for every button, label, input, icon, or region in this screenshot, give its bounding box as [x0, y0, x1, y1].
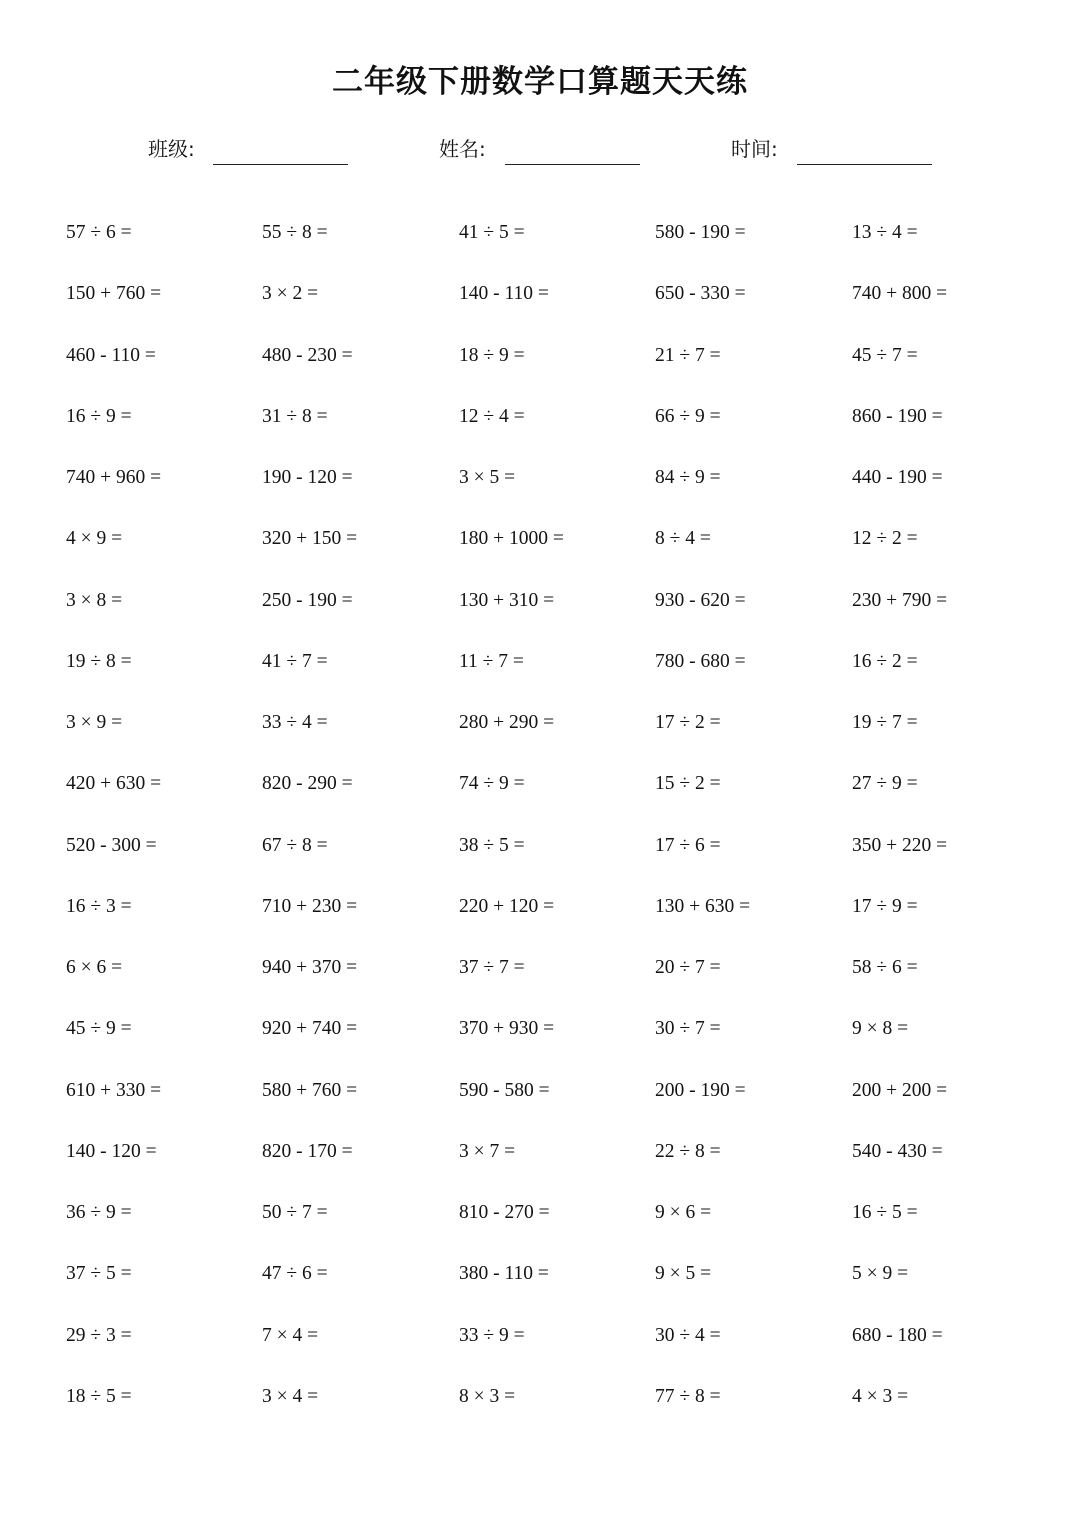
- problem-item: 18 ÷ 5 =: [66, 1385, 132, 1407]
- problem-item: 29 ÷ 3 =: [66, 1324, 132, 1346]
- problem-item: 27 ÷ 9 =: [852, 773, 918, 795]
- problem-item: 780 - 680 =: [655, 650, 746, 672]
- problem-item: 5 × 9 =: [852, 1263, 909, 1285]
- problem-item: 11 ÷ 7 =: [459, 650, 524, 672]
- problem-row: [0, 764, 1080, 804]
- problem-item: 860 - 190 =: [852, 405, 943, 427]
- problem-item: 22 ÷ 8 =: [655, 1140, 721, 1162]
- problem-item: 130 + 310 =: [459, 589, 555, 611]
- problem-row: [0, 274, 1080, 314]
- problem-item: 30 ÷ 7 =: [655, 1018, 721, 1040]
- problem-row: [0, 519, 1080, 559]
- problem-item: 540 - 430 =: [852, 1140, 943, 1162]
- problem-item: 7 × 4 =: [262, 1324, 319, 1346]
- problem-item: 380 - 110 =: [459, 1263, 549, 1285]
- problem-item: 30 ÷ 4 =: [655, 1324, 721, 1346]
- problem-item: 38 ÷ 5 =: [459, 834, 525, 856]
- problem-row: [0, 397, 1080, 437]
- problem-item: 15 ÷ 2 =: [655, 773, 721, 795]
- problem-item: 17 ÷ 9 =: [852, 895, 918, 917]
- problem-item: 820 - 290 =: [262, 773, 353, 795]
- problem-item: 17 ÷ 6 =: [655, 834, 721, 856]
- problem-row: [0, 1193, 1080, 1233]
- problem-item: 740 + 960 =: [66, 467, 162, 488]
- problem-item: 650 - 330 =: [655, 283, 746, 305]
- problem-item: 9 × 5 =: [655, 1263, 712, 1285]
- problem-item: 820 - 170 =: [262, 1140, 353, 1162]
- problem-item: 150 + 760 =: [66, 283, 162, 305]
- problem-item: 200 - 190 =: [655, 1079, 746, 1101]
- problem-item: 45 ÷ 7 =: [852, 344, 918, 366]
- problem-item: 810 - 270 =: [459, 1202, 550, 1223]
- problem-item: 66 ÷ 9 =: [655, 405, 721, 427]
- problem-item: 580 + 760 =: [262, 1079, 358, 1101]
- problem-row: [0, 1377, 1080, 1417]
- problem-item: 420 + 630 =: [66, 773, 162, 795]
- class-label: 班级:: [148, 137, 195, 161]
- problem-item: 67 ÷ 8 =: [262, 834, 328, 856]
- problem-item: 740 + 800 =: [852, 283, 948, 305]
- time-label: 时间:: [731, 137, 778, 161]
- problem-item: 55 ÷ 8 =: [262, 222, 328, 243]
- problem-item: 140 - 110 =: [459, 283, 549, 305]
- problem-item: 710 + 230 =: [262, 895, 358, 917]
- problem-item: 41 ÷ 5 =: [459, 222, 525, 243]
- problem-item: 37 ÷ 5 =: [66, 1263, 132, 1285]
- problem-row: [0, 1071, 1080, 1111]
- problem-item: 480 - 230 =: [262, 344, 353, 366]
- problem-item: 320 + 150 =: [262, 528, 358, 550]
- problem-row: [0, 826, 1080, 866]
- problem-row: [0, 213, 1080, 253]
- problem-item: 590 - 580 =: [459, 1079, 550, 1101]
- problem-item: 4 × 9 =: [66, 528, 123, 550]
- problem-item: 8 × 3 =: [459, 1385, 516, 1407]
- problem-item: 920 + 740 =: [262, 1018, 358, 1040]
- problem-item: 19 ÷ 8 =: [66, 650, 132, 672]
- problem-item: 460 - 110 =: [66, 344, 156, 366]
- problem-item: 20 ÷ 7 =: [655, 957, 721, 978]
- problem-item: 31 ÷ 8 =: [262, 405, 328, 427]
- problem-row: [0, 1132, 1080, 1172]
- problem-item: 37 ÷ 7 =: [459, 957, 525, 978]
- problem-item: 45 ÷ 9 =: [66, 1018, 132, 1040]
- problem-item: 610 + 330 =: [66, 1079, 162, 1101]
- problem-item: 180 + 1000 =: [459, 528, 564, 550]
- problem-item: 580 - 190 =: [655, 222, 746, 243]
- problem-row: [0, 581, 1080, 621]
- problem-item: 220 + 120 =: [459, 895, 555, 917]
- problem-item: 3 × 7 =: [459, 1140, 516, 1162]
- problem-item: 4 × 3 =: [852, 1385, 909, 1407]
- problem-row: [0, 1254, 1080, 1294]
- problem-item: 280 + 290 =: [459, 712, 555, 733]
- problem-row: [0, 703, 1080, 743]
- problem-item: 17 ÷ 2 =: [655, 712, 721, 733]
- problem-item: 50 ÷ 7 =: [262, 1202, 328, 1223]
- problem-item: 350 + 220 =: [852, 834, 948, 856]
- problem-item: 520 - 300 =: [66, 834, 157, 856]
- problem-item: 200 + 200 =: [852, 1079, 948, 1101]
- problem-item: 77 ÷ 8 =: [655, 1385, 721, 1407]
- problem-item: 370 + 930 =: [459, 1018, 555, 1040]
- problem-item: 230 + 790 =: [852, 589, 948, 611]
- problem-row: [0, 948, 1080, 988]
- problem-item: 21 ÷ 7 =: [655, 344, 721, 366]
- problem-item: 18 ÷ 9 =: [459, 344, 525, 366]
- problem-item: 12 ÷ 2 =: [852, 528, 918, 550]
- problem-row: [0, 458, 1080, 498]
- problem-item: 12 ÷ 4 =: [459, 405, 525, 427]
- problem-item: 140 - 120 =: [66, 1140, 157, 1162]
- problem-item: 130 + 630 =: [655, 895, 751, 917]
- problem-item: 47 ÷ 6 =: [262, 1263, 328, 1285]
- problem-item: 3 × 9 =: [66, 712, 123, 733]
- name-label: 姓名:: [439, 137, 486, 161]
- problem-item: 190 - 120 =: [262, 467, 353, 488]
- problem-item: 3 × 4 =: [262, 1385, 319, 1407]
- problem-item: 9 × 8 =: [852, 1018, 909, 1040]
- problem-item: 9 × 6 =: [655, 1202, 712, 1223]
- problem-item: 680 - 180 =: [852, 1324, 943, 1346]
- problem-item: 13 ÷ 4 =: [852, 222, 918, 243]
- problem-item: 16 ÷ 2 =: [852, 650, 918, 672]
- problem-item: 19 ÷ 7 =: [852, 712, 918, 733]
- problem-item: 33 ÷ 9 =: [459, 1324, 525, 1346]
- problem-item: 440 - 190 =: [852, 467, 943, 488]
- worksheet-title: 二年级下册数学口算题天天练: [332, 64, 748, 100]
- problem-item: 16 ÷ 5 =: [852, 1202, 918, 1223]
- problem-item: 930 - 620 =: [655, 589, 746, 611]
- problem-item: 3 × 2 =: [262, 283, 319, 305]
- problem-item: 6 × 6 =: [66, 957, 123, 978]
- problem-item: 33 ÷ 4 =: [262, 712, 328, 733]
- problem-item: 250 - 190 =: [262, 589, 353, 611]
- problem-row: [0, 887, 1080, 927]
- problem-item: 3 × 5 =: [459, 467, 516, 488]
- problem-item: 57 ÷ 6 =: [66, 222, 132, 243]
- problem-row: [0, 336, 1080, 376]
- problem-item: 58 ÷ 6 =: [852, 957, 918, 978]
- problem-item: 41 ÷ 7 =: [262, 650, 328, 672]
- problem-item: 3 × 8 =: [66, 589, 123, 611]
- problem-item: 36 ÷ 9 =: [66, 1202, 132, 1223]
- problem-row: [0, 1009, 1080, 1049]
- problem-item: 84 ÷ 9 =: [655, 467, 721, 488]
- problem-row: [0, 1316, 1080, 1356]
- problem-item: 16 ÷ 3 =: [66, 895, 132, 917]
- problem-row: [0, 642, 1080, 682]
- problem-item: 8 ÷ 4 =: [655, 528, 711, 550]
- problem-item: 74 ÷ 9 =: [459, 773, 525, 795]
- problem-item: 16 ÷ 9 =: [66, 405, 132, 427]
- problem-item: 940 + 370 =: [262, 957, 358, 978]
